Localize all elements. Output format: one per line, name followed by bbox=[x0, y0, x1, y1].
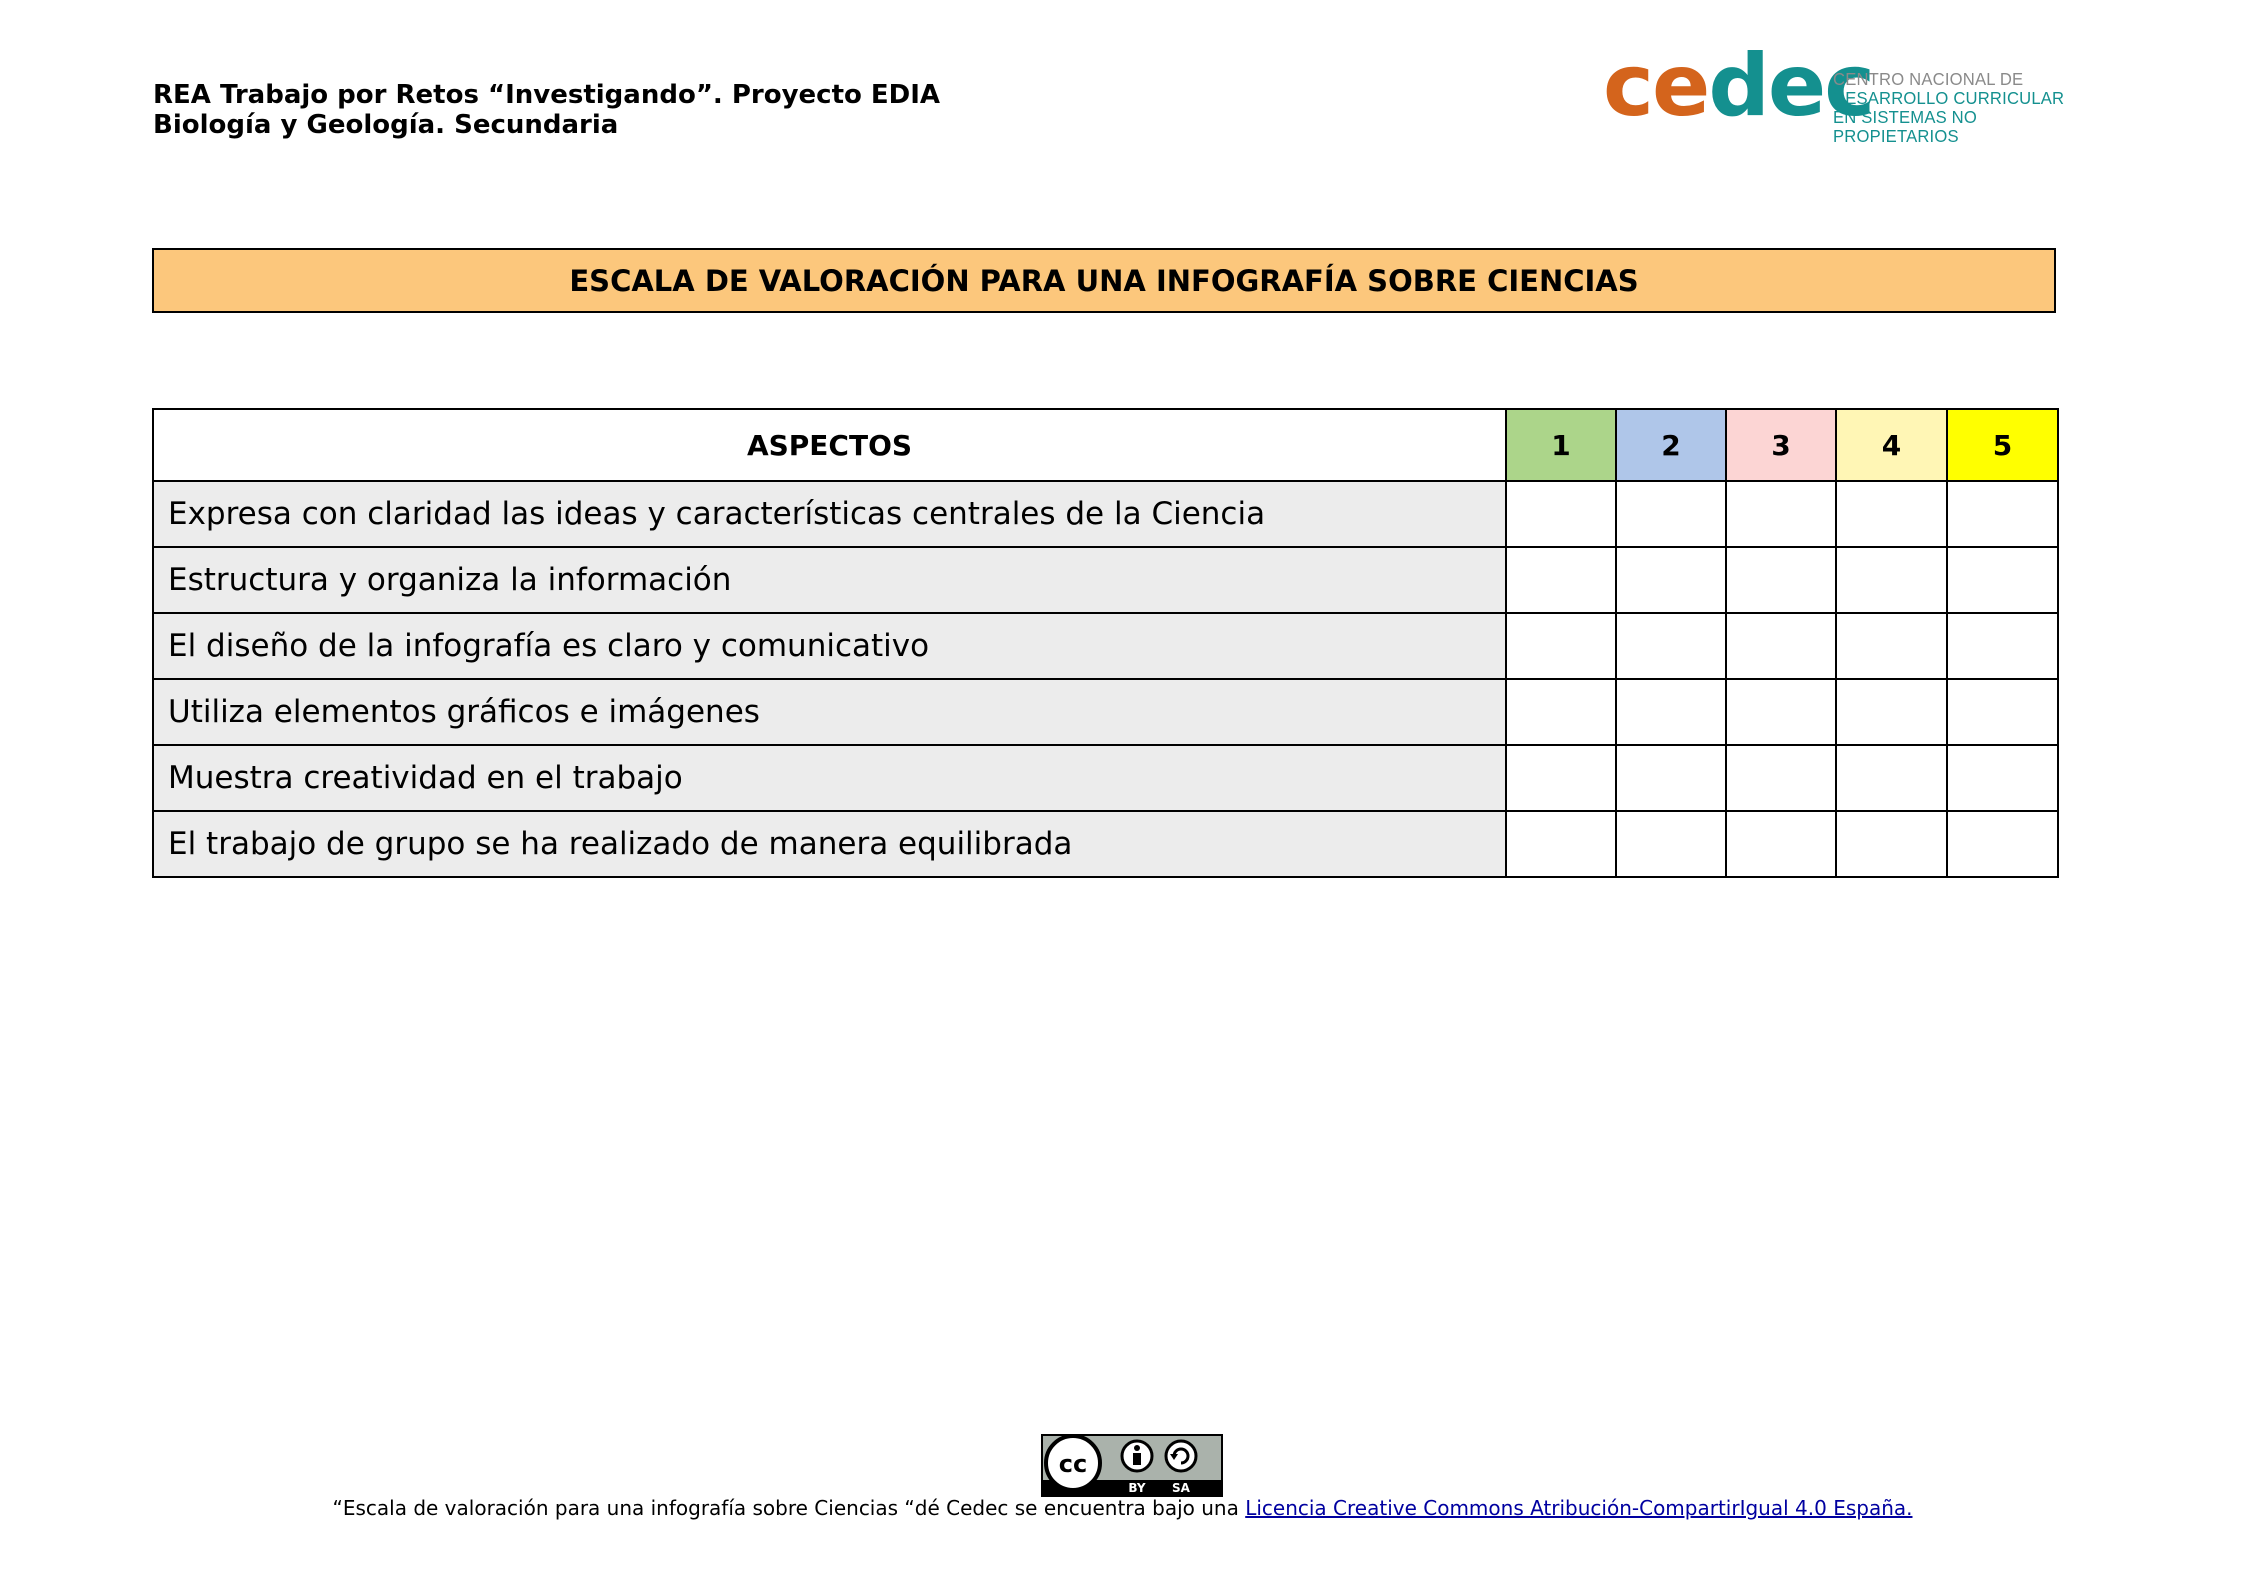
footer-text: “Escala de valoración para una infografía sobre Ciencias “dé Cedec se encuentra bajo una bbox=[332, 1496, 1246, 1520]
score-cell[interactable] bbox=[1836, 745, 1947, 811]
table-row bbox=[153, 613, 2058, 679]
score-cell[interactable] bbox=[1836, 547, 1947, 613]
score-cell[interactable] bbox=[1947, 811, 2058, 877]
score-cell[interactable] bbox=[1506, 613, 1616, 679]
cedec-logo bbox=[1603, 36, 2088, 146]
score-cell[interactable] bbox=[1616, 811, 1726, 877]
score-cell[interactable] bbox=[1836, 613, 1947, 679]
score-cell[interactable] bbox=[1836, 481, 1947, 547]
score-cell[interactable] bbox=[1726, 481, 1836, 547]
cedec-tagline: CENTRO NACIONAL DE DESARROLLO CURRICULAR EN SISTEMAS NO PROPIETARIOS bbox=[1833, 69, 2065, 146]
score-cell[interactable] bbox=[1726, 547, 1836, 613]
score-cell[interactable] bbox=[1947, 613, 2058, 679]
score-cell[interactable] bbox=[1616, 679, 1726, 745]
header-line-subject: Biología y Geología. Secundaria bbox=[153, 110, 619, 140]
table-row bbox=[153, 481, 2058, 547]
document-header bbox=[153, 80, 940, 140]
score-cell[interactable] bbox=[1616, 547, 1726, 613]
aspect-label: Utiliza elementos gráficos e imágenes bbox=[153, 679, 1506, 745]
svg-text:cc: cc bbox=[1058, 1450, 1088, 1478]
scale-header-3: 3 bbox=[1726, 409, 1836, 481]
table-row bbox=[153, 811, 2058, 877]
rating-scale-table bbox=[152, 408, 2059, 878]
score-cell[interactable] bbox=[1506, 481, 1616, 547]
score-cell[interactable] bbox=[1726, 679, 1836, 745]
share-alike-icon bbox=[1166, 1441, 1196, 1471]
scale-header-1: 1 bbox=[1506, 409, 1616, 481]
score-cell[interactable] bbox=[1506, 547, 1616, 613]
score-cell[interactable] bbox=[1836, 679, 1947, 745]
score-cell[interactable] bbox=[1726, 811, 1836, 877]
rubric-title: ESCALA DE VALORACIÓN PARA UNA INFOGRAFÍA SOBRE CIENCIAS bbox=[152, 248, 2056, 313]
table-header-row bbox=[153, 409, 2058, 481]
aspect-label: Estructura y organiza la información bbox=[153, 547, 1506, 613]
score-cell[interactable] bbox=[1726, 745, 1836, 811]
score-cell[interactable] bbox=[1616, 613, 1726, 679]
scale-header-2: 2 bbox=[1616, 409, 1726, 481]
score-cell[interactable] bbox=[1947, 745, 2058, 811]
aspect-label: Expresa con claridad las ideas y características centrales de la Ciencia bbox=[153, 481, 1506, 547]
aspect-label: El diseño de la infografía es claro y comunicativo bbox=[153, 613, 1506, 679]
aspects-header: ASPECTOS bbox=[153, 409, 1506, 481]
table-row bbox=[153, 547, 2058, 613]
score-cell[interactable] bbox=[1947, 679, 2058, 745]
score-cell[interactable] bbox=[1616, 745, 1726, 811]
license-footer bbox=[0, 1496, 2245, 1520]
license-link[interactable]: Licencia Creative Commons Atribución-CompartirIgual 4.0 España. bbox=[1245, 1496, 1913, 1520]
score-cell[interactable] bbox=[1506, 811, 1616, 877]
score-cell[interactable] bbox=[1506, 679, 1616, 745]
scale-header-5: 5 bbox=[1947, 409, 2058, 481]
score-cell[interactable] bbox=[1836, 811, 1947, 877]
cc-by-sa-license-badge[interactable] bbox=[1041, 1434, 1223, 1497]
aspect-label: Muestra creatividad en el trabajo bbox=[153, 745, 1506, 811]
score-cell[interactable] bbox=[1616, 481, 1726, 547]
svg-text:BY: BY bbox=[1128, 1481, 1146, 1495]
svg-text:SA: SA bbox=[1172, 1481, 1190, 1495]
cedec-wordmark: cedec bbox=[1603, 36, 1874, 136]
table-row bbox=[153, 745, 2058, 811]
score-cell[interactable] bbox=[1726, 613, 1836, 679]
table-row bbox=[153, 679, 2058, 745]
score-cell[interactable] bbox=[1947, 481, 2058, 547]
aspect-label: El trabajo de grupo se ha realizado de manera equilibrada bbox=[153, 811, 1506, 877]
score-cell[interactable] bbox=[1947, 547, 2058, 613]
header-line-project: REA Trabajo por Retos “Investigando”. Proyecto EDIA bbox=[153, 80, 941, 110]
scale-header-4: 4 bbox=[1836, 409, 1947, 481]
score-cell[interactable] bbox=[1506, 745, 1616, 811]
